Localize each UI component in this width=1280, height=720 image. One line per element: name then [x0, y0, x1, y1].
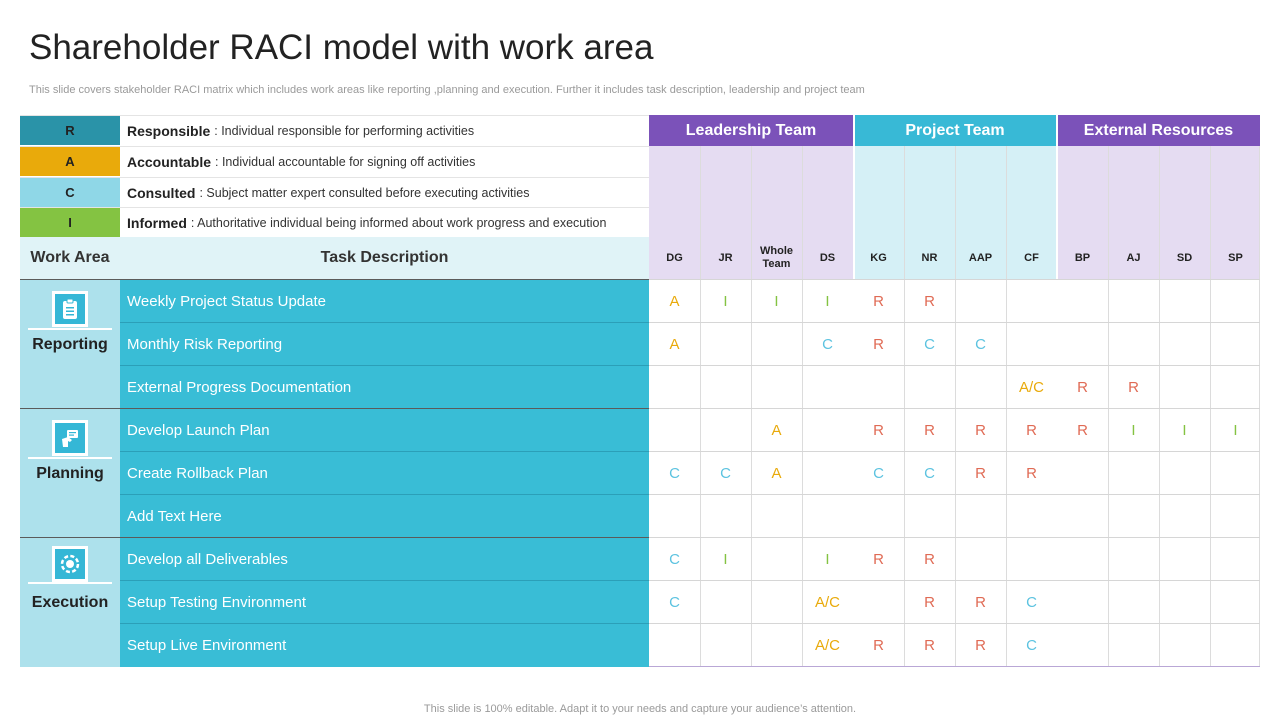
- member-header-jr: JR: [718, 251, 733, 264]
- raci-mark: R: [924, 594, 935, 611]
- raci-mark: C: [669, 551, 680, 568]
- work-area-execution: [20, 537, 120, 667]
- legend-row-informed: [20, 207, 649, 237]
- raci-mark: C: [669, 465, 680, 482]
- work-area-planning: [20, 408, 120, 537]
- member-header-dg: DG: [666, 251, 683, 264]
- work-area-label: Execution: [31, 594, 109, 611]
- grid-line: [1159, 146, 1160, 667]
- legend-text: [120, 147, 649, 176]
- leadership-team-header: Leadership Team: [649, 115, 853, 146]
- legend-row-accountable: [20, 146, 649, 176]
- raci-mark: C: [1026, 637, 1037, 654]
- raci-mark: I: [723, 293, 728, 310]
- task-row: Develop Launch Plan: [120, 408, 649, 451]
- legend-code: I: [20, 208, 120, 237]
- legend-text: [120, 178, 649, 207]
- divider: [28, 328, 112, 330]
- legend-code: C: [20, 178, 120, 207]
- raci-mark: R: [1077, 422, 1088, 439]
- legend-desc: : Individual accountable for signing off activities: [215, 154, 476, 169]
- raci-mark: C: [924, 336, 935, 353]
- raci-mark: A: [771, 422, 782, 439]
- raci-mark: I: [1131, 422, 1136, 439]
- raci-mark: R: [1077, 379, 1088, 396]
- raci-mark: I: [774, 293, 779, 310]
- clipboard-icon: [52, 291, 88, 327]
- work-area-header: Work Area: [20, 237, 120, 279]
- grid-line: [751, 146, 752, 667]
- raci-mark: R: [924, 422, 935, 439]
- hand-card-icon: [52, 420, 88, 456]
- legend-desc: : Authoritative individual being informed about work progress and execution: [190, 215, 607, 230]
- raci-mark: R: [873, 551, 884, 568]
- page-subtitle: This slide covers stakeholder RACI matrix which includes work areas like reporting ,planning and execution. Further it includes task description, leadership and project team: [29, 84, 865, 96]
- legend-desc: : Individual responsible for performing activities: [214, 123, 475, 138]
- member-header-cf: CF: [1024, 251, 1039, 264]
- task-row: Add Text Here: [120, 494, 649, 537]
- raci-mark: I: [825, 293, 830, 310]
- raci-mark: R: [975, 465, 986, 482]
- raci-mark: R: [924, 293, 935, 310]
- task-row: Weekly Project Status Update: [120, 279, 649, 322]
- task-row: Monthly Risk Reporting: [120, 322, 649, 365]
- raci-mark: R: [873, 422, 884, 439]
- raci-mark: C: [873, 465, 884, 482]
- task-row: Setup Testing Environment: [120, 580, 649, 623]
- grid-line: [1259, 146, 1260, 667]
- member-header-bp: BP: [1074, 251, 1091, 264]
- raci-mark: C: [1026, 594, 1037, 611]
- divider: [28, 582, 112, 584]
- legend-term: Responsible: [127, 122, 211, 139]
- raci-mark: I: [1182, 422, 1187, 439]
- task-row: Create Rollback Plan: [120, 451, 649, 494]
- project-team-header: Project Team: [853, 115, 1057, 146]
- raci-mark: R: [975, 637, 986, 654]
- task-row: Develop all Deliverables: [120, 537, 649, 580]
- member-header-whole-team: Whole Team: [760, 245, 793, 270]
- raci-mark: R: [1128, 379, 1139, 396]
- raci-mark: A/C: [1018, 379, 1044, 396]
- raci-mark: C: [822, 336, 833, 353]
- member-header-aj: AJ: [1126, 251, 1141, 264]
- raci-mark: R: [975, 422, 986, 439]
- task-description-header: Task Description: [120, 237, 649, 279]
- member-header-kg: KG: [870, 251, 887, 264]
- legend-term: Accountable: [127, 153, 212, 170]
- member-header-ds: DS: [819, 251, 836, 264]
- page-title: Shareholder RACI model with work area: [29, 28, 654, 67]
- task-row: Setup Live Environment: [120, 623, 649, 667]
- legend-row-responsible: [20, 115, 649, 145]
- legend-code: R: [20, 116, 120, 145]
- raci-mark: R: [873, 637, 884, 654]
- legend-code: A: [20, 147, 120, 176]
- raci-mark: I: [723, 551, 728, 568]
- legend-desc: : Subject matter expert consulted before executing activities: [199, 185, 530, 200]
- raci-mark: C: [924, 465, 935, 482]
- raci-mark: R: [1026, 465, 1037, 482]
- raci-mark: A: [669, 336, 680, 353]
- member-header-sp: SP: [1228, 251, 1243, 264]
- grid-line: [1210, 146, 1211, 667]
- work-area-label: Reporting: [32, 336, 108, 353]
- divider: [28, 457, 112, 459]
- member-header-nr: NR: [921, 251, 938, 264]
- raci-mark: A/C: [814, 637, 840, 654]
- raci-mark: R: [924, 551, 935, 568]
- raci-mark: A: [669, 293, 680, 310]
- legend-row-consulted: [20, 177, 649, 207]
- grid-line: [700, 146, 701, 667]
- task-row: External Progress Documentation: [120, 365, 649, 408]
- legend-term: Consulted: [127, 184, 196, 201]
- member-header-aap: AAP: [968, 251, 993, 264]
- raci-mark: C: [669, 594, 680, 611]
- raci-mark: I: [1233, 422, 1238, 439]
- work-area-reporting: [20, 279, 120, 408]
- target-gear-icon: [52, 546, 88, 582]
- member-header-sd: SD: [1176, 251, 1193, 264]
- raci-mark: R: [975, 594, 986, 611]
- raci-mark: R: [873, 336, 884, 353]
- external-resources-header: External Resources: [1057, 115, 1260, 146]
- raci-mark: C: [975, 336, 986, 353]
- footer-note: This slide is 100% editable. Adapt it to your needs and capture your audience’s attention.: [423, 703, 857, 715]
- raci-mark: A: [771, 465, 782, 482]
- legend-text: [120, 116, 649, 145]
- raci-mark: R: [1026, 422, 1037, 439]
- legend-text: [120, 208, 649, 237]
- raci-mark: I: [825, 551, 830, 568]
- raci-mark: C: [720, 465, 731, 482]
- raci-mark: R: [924, 637, 935, 654]
- raci-mark: A/C: [814, 594, 840, 611]
- work-area-label: Planning: [36, 465, 104, 482]
- legend-term: Informed: [127, 214, 187, 231]
- grid-line: [853, 115, 855, 667]
- raci-mark: R: [873, 293, 884, 310]
